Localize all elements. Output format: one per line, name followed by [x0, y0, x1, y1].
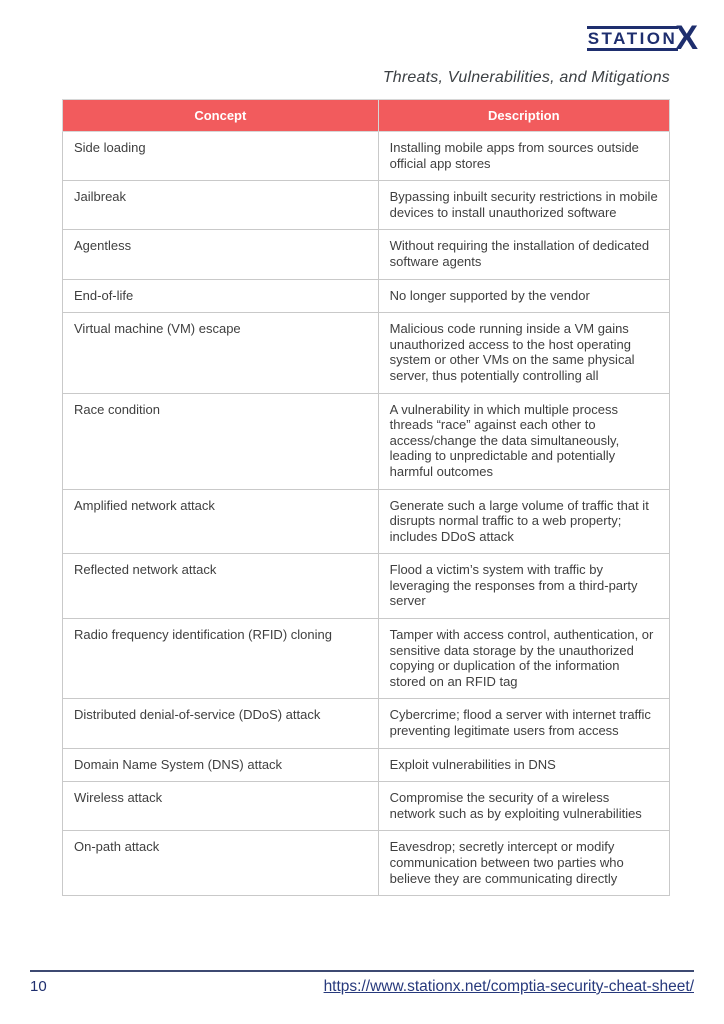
column-header-description: Description — [378, 100, 669, 132]
table-row — [63, 748, 670, 782]
stationx-logo-x: X — [675, 19, 698, 57]
concept-cell: Reflected network attack — [63, 554, 379, 619]
concept-cell: Virtual machine (VM) escape — [63, 313, 379, 393]
concept-cell: On-path attack — [63, 831, 379, 896]
description-cell: Without requiring the installation of dedicated software agents — [378, 230, 669, 279]
threats-table — [62, 99, 670, 896]
description-cell: Malicious code running inside a VM gains unauthorized access to the host operating system or other VMs on the same physical server, thus potentially controlling all — [378, 313, 669, 393]
description-cell: No longer supported by the vendor — [378, 279, 669, 313]
table-row — [63, 699, 670, 748]
column-header-concept: Concept — [63, 100, 379, 132]
table-header — [63, 100, 670, 132]
description-cell: Tamper with access control, authentication, or sensitive data storage by the unauthorized copying or duplication of the information stored on an RFID tag — [378, 619, 669, 699]
page-number: 10 — [30, 978, 47, 995]
table-row — [63, 279, 670, 313]
concept-cell: Amplified network attack — [63, 489, 379, 554]
concept-cell: End-of-life — [63, 279, 379, 313]
concept-cell: Jailbreak — [63, 181, 379, 230]
description-cell: A vulnerability in which multiple process threads “race” against each other to access/change the data simultaneously, leading to unpredictable and potentially harmful outcomes — [378, 393, 669, 489]
footer-link[interactable]: https://www.stationx.net/comptia-security-cheat-sheet/ — [323, 978, 694, 995]
concept-cell: Race condition — [63, 393, 379, 489]
table-header-row — [63, 100, 670, 132]
table-row — [63, 831, 670, 896]
description-cell: Cybercrime; flood a server with internet traffic preventing legitimate users from access — [378, 699, 669, 748]
description-cell: Eavesdrop; secretly intercept or modify communication between two parties who believe they are communicating directly — [378, 831, 669, 896]
table-row — [63, 313, 670, 393]
table-row — [63, 181, 670, 230]
page-title: Threats, Vulnerabilities, and Mitigations — [382, 69, 670, 86]
table-row — [63, 489, 670, 554]
concept-cell: Side loading — [63, 132, 379, 181]
description-cell: Flood a victim’s system with traffic by leveraging the responses from a third-party server — [378, 554, 669, 619]
table-row — [63, 393, 670, 489]
description-cell: Exploit vulnerabilities in DNS — [378, 748, 669, 782]
concept-cell: Radio frequency identification (RFID) cloning — [63, 619, 379, 699]
description-cell: Generate such a large volume of traffic that it disrupts normal traffic to a web property; includes DDoS attack — [378, 489, 669, 554]
concept-cell: Wireless attack — [63, 782, 379, 831]
concept-cell: Distributed denial-of-service (DDoS) attack — [63, 699, 379, 748]
table-row — [63, 132, 670, 181]
description-cell: Bypassing inbuilt security restrictions in mobile devices to install unauthorized software — [378, 181, 669, 230]
table-row — [63, 619, 670, 699]
description-cell: Compromise the security of a wireless network such as by exploiting vulnerabilities — [378, 782, 669, 831]
page-footer — [30, 970, 694, 996]
description-cell: Installing mobile apps from sources outside official app stores — [378, 132, 669, 181]
table-row — [63, 554, 670, 619]
stationx-logo-wordmark: STATION — [587, 26, 679, 52]
table-body — [63, 132, 670, 896]
table-row — [63, 230, 670, 279]
stationx-logo — [587, 19, 698, 57]
table-row — [63, 782, 670, 831]
concept-cell: Agentless — [63, 230, 379, 279]
concept-cell: Domain Name System (DNS) attack — [63, 748, 379, 782]
